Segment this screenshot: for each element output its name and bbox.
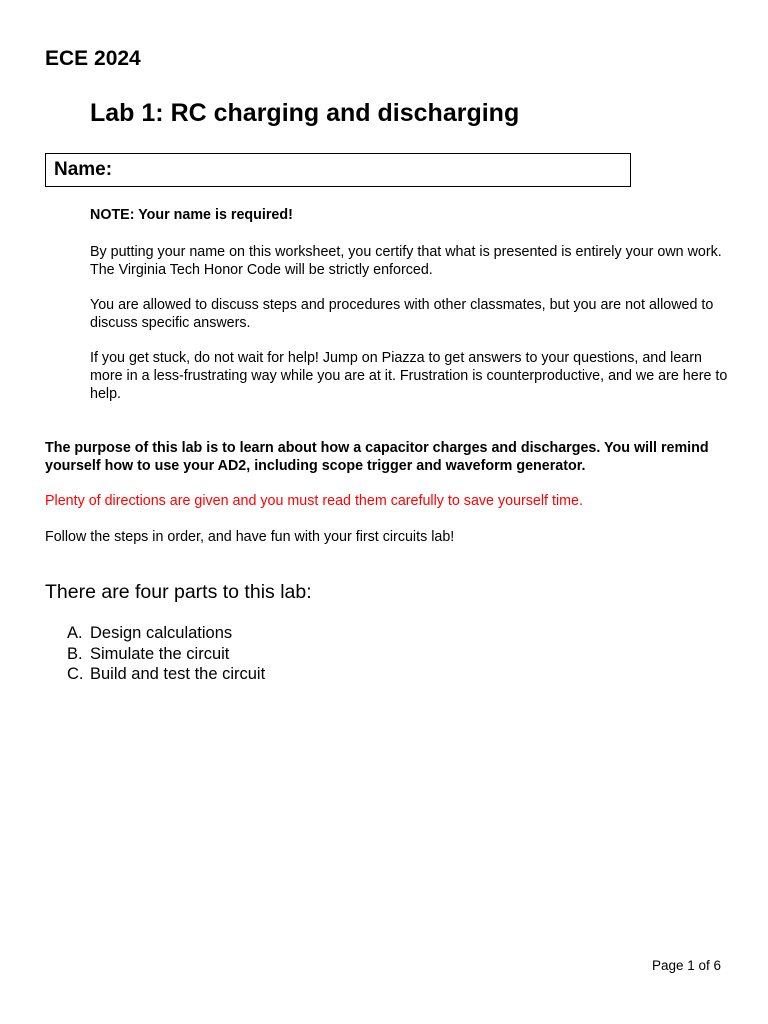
parts-list bbox=[67, 623, 265, 685]
list-item-letter: B. bbox=[67, 644, 83, 663]
list-item-text: Build and test the circuit bbox=[90, 665, 266, 683]
follow-steps-text: Follow the steps in order, and have fun with your first circuits lab! bbox=[45, 529, 455, 545]
list-item-text: Design calculations bbox=[90, 624, 233, 642]
list-item-letter: C. bbox=[67, 665, 84, 683]
page-number: Page 1 of 6 bbox=[652, 958, 722, 973]
parts-heading: There are four parts to this lab: bbox=[45, 581, 312, 603]
list-item bbox=[67, 644, 265, 665]
list-item bbox=[67, 664, 265, 685]
list-item-text: Simulate the circuit bbox=[90, 644, 230, 663]
name-field-box[interactable] bbox=[45, 153, 631, 187]
name-required-note: NOTE: Your name is required! bbox=[90, 207, 293, 223]
list-item-letter: A. bbox=[67, 624, 83, 642]
list-item bbox=[67, 623, 265, 644]
help-paragraph: If you get stuck, do not wait for help! Jump on Piazza to get answers to your questions, and learn more in a less-frustrating way while you are at it. Frustration is counterproductive, and we are here to help. bbox=[90, 350, 728, 402]
honor-code-paragraph: By putting your name on this worksheet, you certify that what is presented is entirely your own work. The Virginia Tech Honor Code will be strictly enforced. bbox=[90, 244, 722, 278]
course-code: ECE 2024 bbox=[45, 47, 141, 70]
collaboration-paragraph: You are allowed to discuss steps and procedures with other classmates, but you are not allowed to discuss specific answers. bbox=[90, 297, 714, 331]
lab-purpose: The purpose of this lab is to learn about how a capacitor charges and discharges. You will remind yourself how to use your AD2, including scope trigger and waveform generator. bbox=[45, 440, 709, 474]
name-field-label: Name: bbox=[54, 159, 113, 180]
directions-warning: Plenty of directions are given and you must read them carefully to save yourself time. bbox=[45, 493, 583, 509]
lab-title: Lab 1: RC charging and discharging bbox=[90, 99, 520, 127]
